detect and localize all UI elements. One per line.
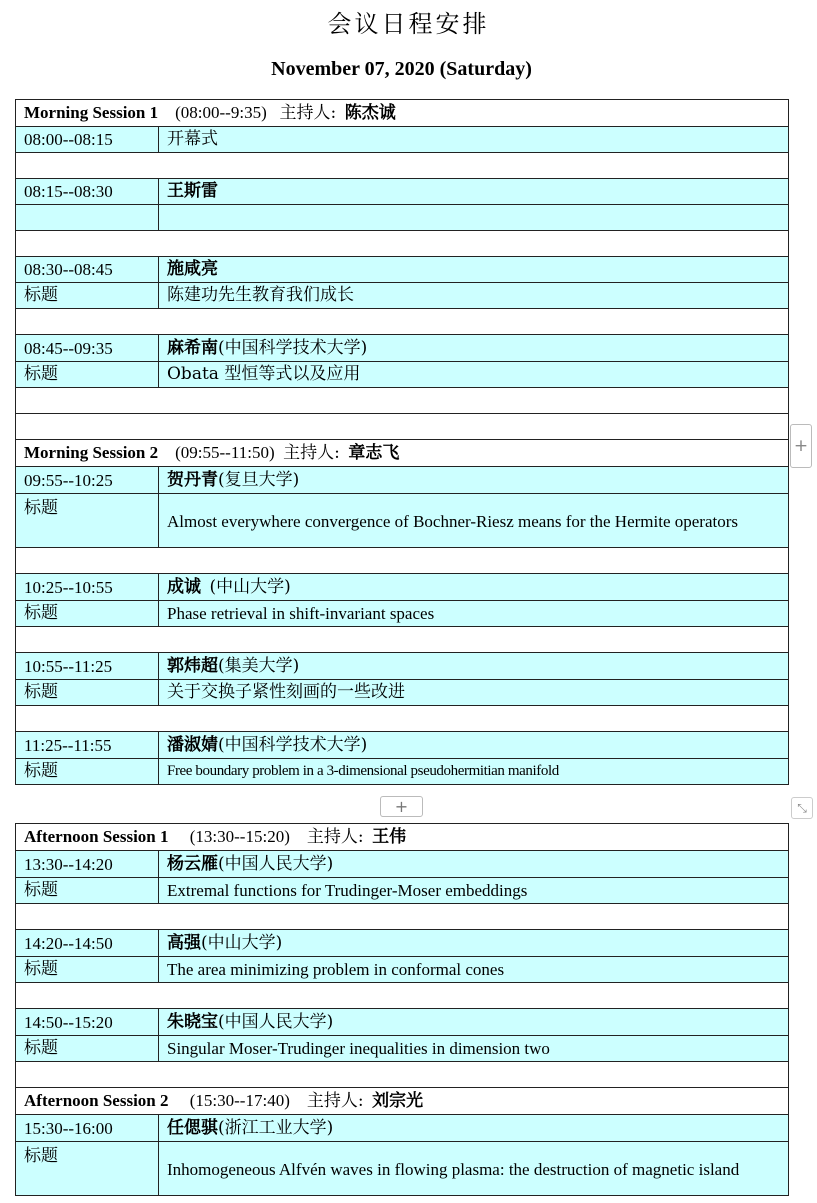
table-row [16, 574, 789, 601]
title-label-cell: 标题 [16, 957, 159, 983]
talk-title-cell: 关于交换子紧性刻画的一些改进 [159, 680, 789, 706]
speaker-affiliation: (集美大学) [218, 656, 300, 676]
speaker-name: 贺丹青 [167, 470, 218, 490]
talk-title-cell: Obata 型恒等式以及应用 [159, 362, 789, 388]
host-label: 主持人: [306, 827, 364, 847]
table-row [16, 257, 789, 283]
time-cell: 11:25--11:55 [16, 732, 159, 759]
title-label-cell: 标题 [16, 1142, 159, 1196]
table-row [16, 179, 789, 205]
host-label: 主持人: [279, 103, 337, 123]
talk-title-cell: Almost everywhere convergence of Bochner-Riesz means for the Hermite operators [159, 494, 789, 548]
talk-title-cell: Inhomogeneous Alfvén waves in flowing plasma: the destruction of magnetic island [159, 1142, 789, 1196]
morning-schedule-table [15, 99, 789, 785]
spacer-row [16, 706, 789, 732]
speaker-affiliation: (浙江工业大学) [218, 1118, 334, 1138]
table-row [16, 653, 789, 680]
host-name: 章志飞 [348, 443, 400, 463]
host-label: 主持人: [283, 443, 340, 463]
table-resize-handle[interactable]: ⤡ [791, 797, 813, 819]
time-cell: 08:15--08:30 [16, 179, 159, 205]
table-row [16, 601, 789, 627]
speaker-affiliation: (中山大学) [201, 933, 283, 953]
time-cell: 10:55--11:25 [16, 653, 159, 680]
speaker-affiliation: (中山大学) [209, 577, 291, 597]
time-cell: 08:30--08:45 [16, 257, 159, 283]
speaker-name: 任偲骐 [167, 1118, 218, 1138]
add-row-button[interactable]: + [380, 796, 423, 817]
spacer-row [16, 904, 789, 930]
time-cell: 13:30--14:20 [16, 851, 159, 878]
speaker-affiliation: (中国科学技术大学) [218, 338, 368, 358]
session-header-row [16, 100, 789, 127]
session-header-row [16, 440, 789, 467]
table-row [16, 851, 789, 878]
table-row [16, 732, 789, 759]
table-row [16, 127, 789, 153]
title-label-cell: 标题 [16, 759, 159, 785]
speaker-affiliation: (复旦大学) [218, 470, 300, 490]
table-row [16, 362, 789, 388]
speaker-cell [159, 467, 789, 494]
speaker-cell [159, 732, 789, 759]
table-row [16, 957, 789, 983]
session-header-row [16, 824, 789, 851]
speaker-cell [159, 1009, 789, 1036]
host-label: 主持人: [306, 1091, 364, 1111]
host-name: 陈杰诚 [344, 103, 396, 123]
time-cell: 09:55--10:25 [16, 467, 159, 494]
speaker-name: 麻希南 [167, 338, 218, 358]
event-cell: 开幕式 [159, 127, 789, 153]
title-label-cell: 标题 [16, 494, 159, 548]
page-title: 会议日程安排 [327, 10, 490, 38]
time-cell: 15:30--16:00 [16, 1115, 159, 1142]
talk-title-cell: The area minimizing problem in conformal cones [159, 957, 789, 983]
session-time: (15:30--17:40) [189, 1091, 290, 1110]
speaker-name: 成诚 [167, 577, 201, 597]
speaker-cell [159, 1115, 789, 1142]
time-cell: 08:00--08:15 [16, 127, 159, 153]
speaker-affiliation: (中国科学技术大学) [218, 735, 368, 755]
speaker-name: 杨云雁 [167, 854, 218, 874]
spacer-row [16, 414, 789, 440]
spacer-row [16, 983, 789, 1009]
empty-cell [159, 205, 789, 231]
speaker-affiliation: (中国人民大学) [218, 854, 334, 874]
host-name: 王伟 [372, 827, 407, 847]
table-row [16, 494, 789, 548]
table-row [16, 467, 789, 494]
table-row [16, 680, 789, 706]
table-row [16, 1036, 789, 1062]
host-name: 刘宗光 [372, 1091, 424, 1111]
time-cell: 10:25--10:55 [16, 574, 159, 601]
session-time: (08:00--9:35) [175, 103, 267, 122]
session-name: Morning Session 2 [24, 443, 159, 462]
spacer-row [16, 309, 789, 335]
speaker-name: 潘淑婧 [167, 735, 218, 755]
title-label-cell: 标题 [16, 283, 159, 309]
speaker-cell [159, 930, 789, 957]
table-row [16, 283, 789, 309]
table-row [16, 759, 789, 785]
table-row [16, 1142, 789, 1196]
speaker-cell [159, 851, 789, 878]
talk-title-cell: Singular Moser-Trudinger inequalities in dimension two [159, 1036, 789, 1062]
spacer-row [16, 1062, 789, 1088]
empty-cell [16, 205, 159, 231]
table-row [16, 1009, 789, 1036]
spacer-row [16, 388, 789, 414]
talk-title-cell: 陈建功先生教育我们成长 [159, 283, 789, 309]
session-header [16, 824, 789, 851]
session-header-row [16, 1088, 789, 1115]
title-label-cell: 标题 [16, 680, 159, 706]
time-cell: 14:50--15:20 [16, 1009, 159, 1036]
speaker-cell: 王斯雷 [159, 179, 789, 205]
session-name: Afternoon Session 2 [24, 1091, 169, 1110]
speaker-affiliation: (中国人民大学) [218, 1012, 334, 1032]
speaker-name: 朱晓宝 [167, 1012, 218, 1032]
speaker-cell [159, 574, 789, 601]
session-time: (13:30--15:20) [189, 827, 290, 846]
spacer-row [16, 627, 789, 653]
time-cell: 08:45--09:35 [16, 335, 159, 362]
title-label-cell: 标题 [16, 601, 159, 627]
speaker-name: 郭炜超 [167, 656, 218, 676]
session-name: Morning Session 1 [24, 103, 159, 122]
speaker-cell [159, 335, 789, 362]
talk-title-cell: Phase retrieval in shift-invariant spaces [159, 601, 789, 627]
table-row [16, 1115, 789, 1142]
speaker-name: 高强 [167, 933, 201, 953]
session-header [16, 1088, 789, 1115]
title-label-cell: 标题 [16, 878, 159, 904]
date-heading: November 07, 2020 (Saturday) [271, 58, 532, 80]
time-cell: 14:20--14:50 [16, 930, 159, 957]
talk-title-cell: Extremal functions for Trudinger-Moser embeddings [159, 878, 789, 904]
spacer-row [16, 153, 789, 179]
spacer-row [16, 231, 789, 257]
spacer-row [16, 548, 789, 574]
talk-title-cell: Free boundary problem in a 3-dimensional pseudohermitian manifold [159, 759, 789, 785]
add-column-button[interactable]: + [790, 424, 812, 468]
afternoon-schedule-table [15, 823, 789, 1196]
title-label-cell: 标题 [16, 1036, 159, 1062]
session-header [16, 100, 789, 127]
title-label-cell: 标题 [16, 362, 159, 388]
session-header [16, 440, 789, 467]
speaker-cell: 施咸亮 [159, 257, 789, 283]
session-time: (09:55--11:50) [175, 443, 275, 462]
speaker-cell [159, 653, 789, 680]
session-name: Afternoon Session 1 [24, 827, 169, 846]
table-row [16, 878, 789, 904]
table-row [16, 335, 789, 362]
table-row [16, 930, 789, 957]
